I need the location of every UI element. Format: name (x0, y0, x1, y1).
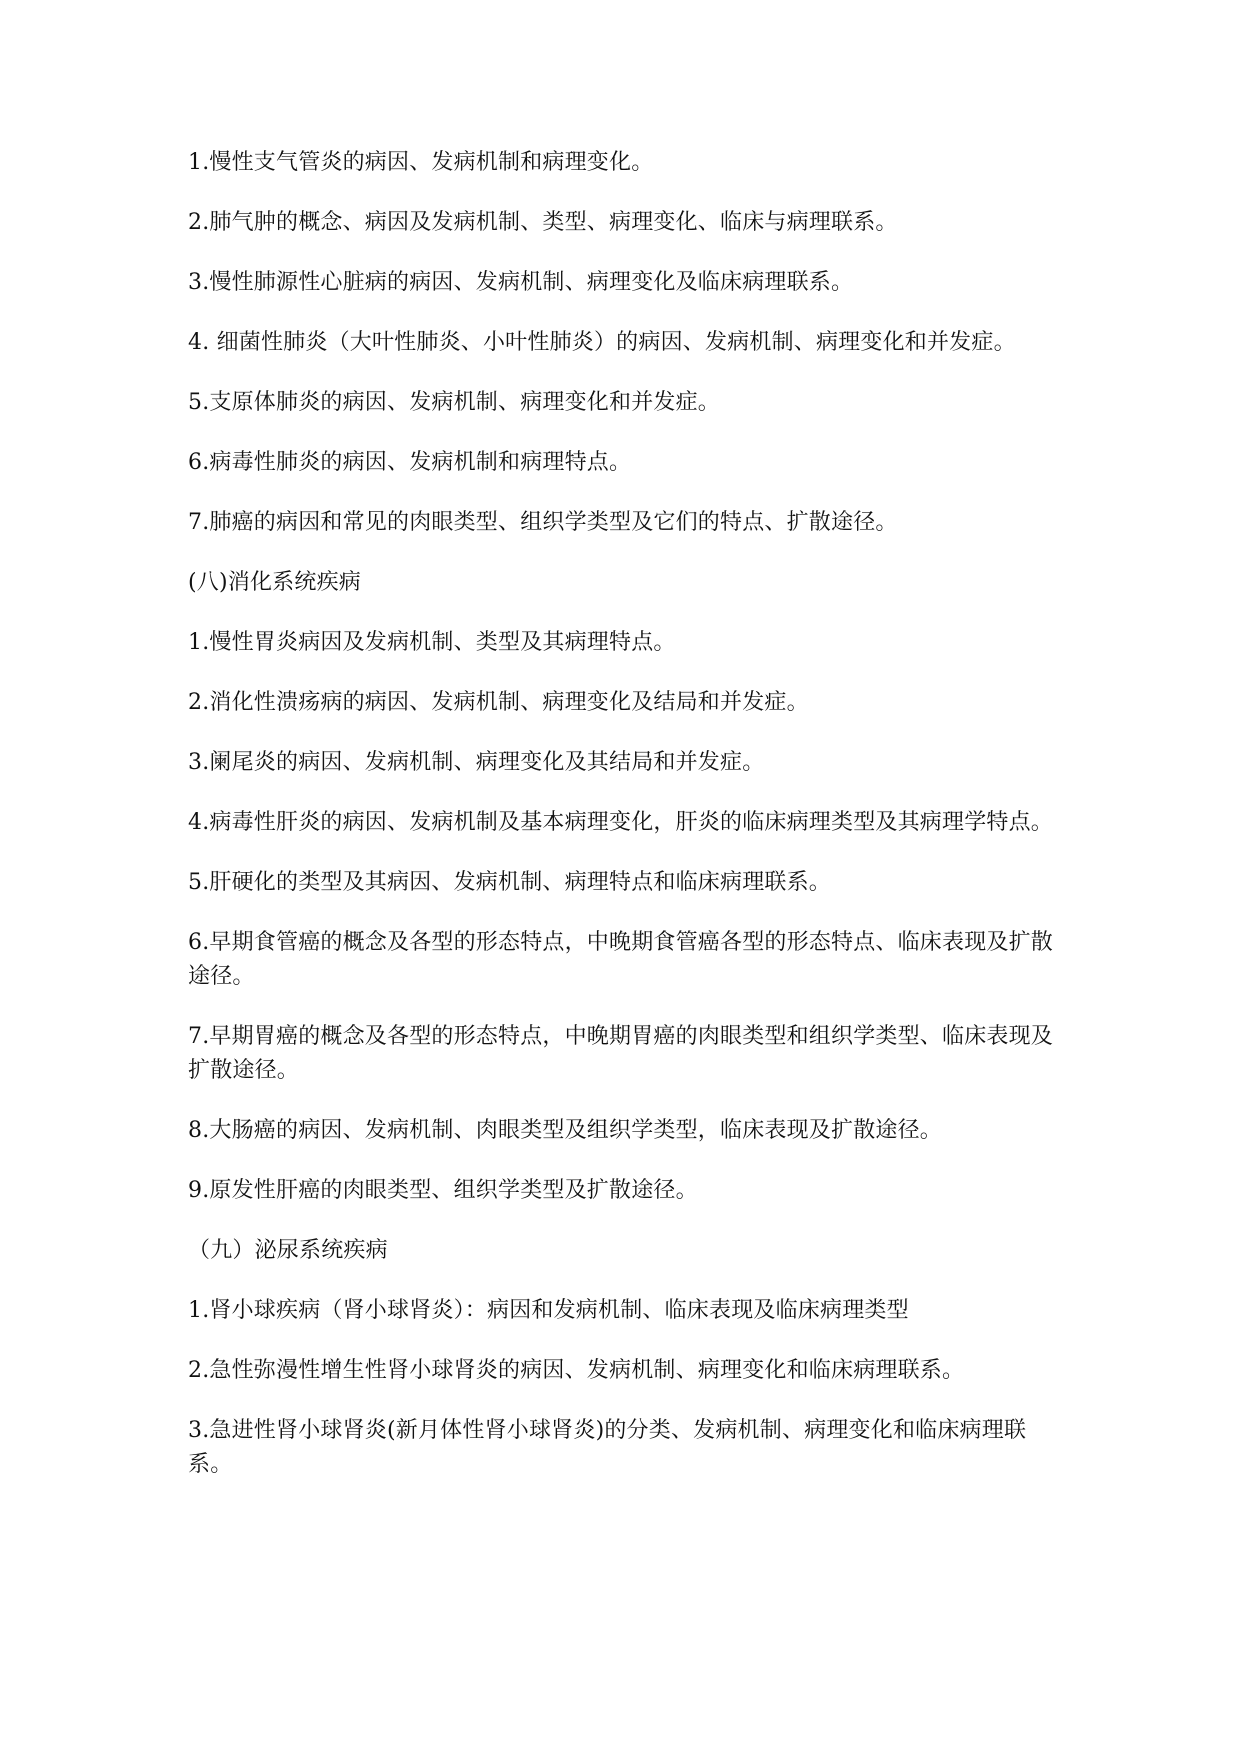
paragraph: 1.慢性胃炎病因及发病机制、类型及其病理特点。 (188, 630, 676, 655)
paragraph: 1.慢性支气管炎的病因、发病机制和病理变化。 (188, 150, 654, 175)
document-body (188, 146, 1058, 1508)
paragraph: 3.急进性肾小球肾炎(新月体性肾小球肾炎)的分类、发病机制、病理变化和临床病理联系。 (188, 1418, 1027, 1477)
paragraph: 5.支原体肺炎的病因、发病机制、病理变化和并发症。 (188, 390, 720, 415)
paragraph: 7.肺癌的病因和常见的肉眼类型、组织学类型及它们的特点、扩散途径。 (188, 510, 898, 535)
paragraph: 4.病毒性肝炎的病因、发病机制及基本病理变化，肝炎的临床病理类型及其病理学特点。 (188, 810, 1053, 835)
paragraph: 3.慢性肺源性心脏病的病因、发病机制、病理变化及临床病理联系。 (188, 270, 854, 295)
paragraph: 7.早期胃癌的概念及各型的形态特点，中晚期胃癌的肉眼类型和组织学类型、临床表现及扩散途径。 (188, 1024, 1053, 1083)
paragraph: 6.早期食管癌的概念及各型的形态特点，中晚期食管癌各型的形态特点、临床表现及扩散途径。 (188, 930, 1053, 989)
section-heading: （九）泌尿系统疾病 (188, 1238, 388, 1263)
paragraph: 4. 细菌性肺炎（大叶性肺炎、小叶性肺炎）的病因、发病机制、病理变化和并发症。 (188, 330, 1016, 355)
paragraph: 3.阑尾炎的病因、发病机制、病理变化及其结局和并发症。 (188, 750, 765, 775)
paragraph: 2.急性弥漫性增生性肾小球肾炎的病因、发病机制、病理变化和临床病理联系。 (188, 1358, 965, 1383)
section-heading: (八)消化系统疾病 (188, 570, 361, 595)
paragraph: 5.肝硬化的类型及其病因、发病机制、病理特点和临床病理联系。 (188, 870, 831, 895)
paragraph: 8.大肠癌的病因、发病机制、肉眼类型及组织学类型，临床表现及扩散途径。 (188, 1118, 942, 1143)
paragraph: 1.肾小球疾病（肾小球肾炎）：病因和发病机制、临床表现及临床病理类型 (188, 1298, 909, 1323)
paragraph: 9.原发性肝癌的肉眼类型、组织学类型及扩散途径。 (188, 1178, 698, 1203)
paragraph: 6.病毒性肺炎的病因、发病机制和病理特点。 (188, 450, 632, 475)
paragraph: 2.消化性溃疡病的病因、发病机制、病理变化及结局和并发症。 (188, 690, 809, 715)
paragraph: 2.肺气肿的概念、病因及发病机制、类型、病理变化、临床与病理联系。 (188, 210, 898, 235)
